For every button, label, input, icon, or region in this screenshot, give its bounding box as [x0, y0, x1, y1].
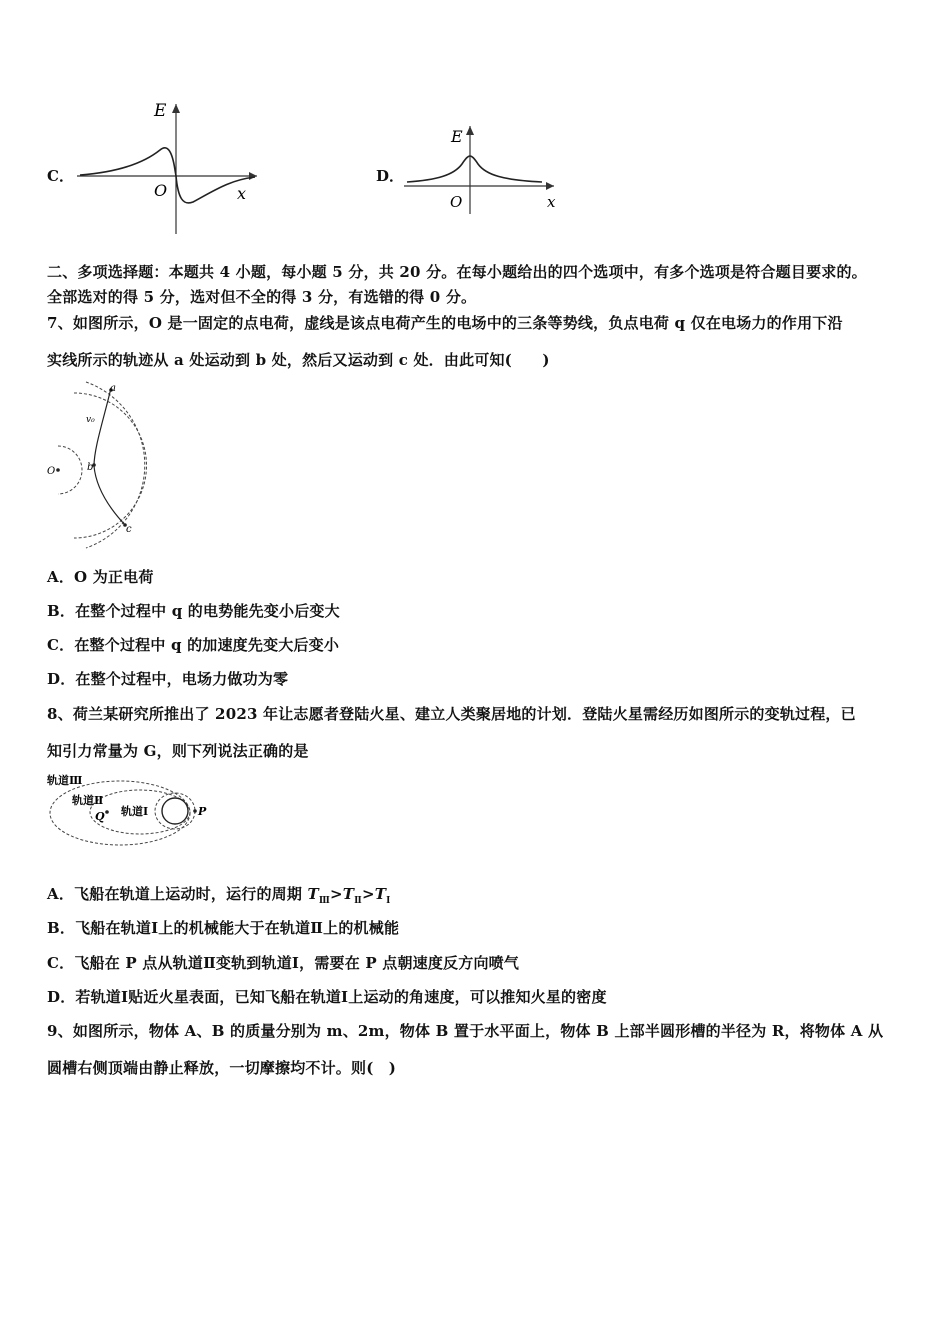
graph-c-x-axis-label: x — [237, 184, 247, 203]
q8-p-label: P — [198, 805, 207, 818]
q7-stem-line2: 实线所示的轨迹从 a 处运动到 b 处，然后又运动到 c 处．由此可知( ) — [47, 351, 550, 369]
q8-figure — [44, 770, 219, 860]
graph-d-x-axis-label: x — [547, 193, 556, 211]
q7-option-a: A．O 为正电荷 — [47, 568, 154, 586]
option-c-label: C． — [47, 167, 74, 185]
q8-option-c: C．飞船在 P 点从轨道Ⅱ变轨到轨道Ⅰ，需要在 P 点朝速度反方向喷气 — [47, 954, 520, 972]
graph-d-e-axis-label: E — [451, 127, 463, 146]
q8-orbit2-label: 轨道Ⅱ — [72, 794, 104, 807]
q7-option-c: C．在整个过程中 q 的加速度先变大后变小 — [47, 636, 340, 654]
q8-stem-line2: 知引力常量为 G，则下列说法正确的是 — [47, 742, 309, 760]
q7-b-label: b — [87, 462, 94, 473]
q7-a-label: a — [110, 383, 116, 394]
section2-line1: 二、多项选择题：本题共 4 小题，每小题 5 分，共 20 分。在每小题给出的四个选项中，有多个选项是符合题目要求的。 — [47, 263, 867, 281]
q7-c-label: c — [126, 524, 132, 535]
q8-stem-line1: 8、荷兰某研究所推出了 2023 年让志愿者登陆火星、建立人类聚居地的计划．登陆火星需经历如图所示的变轨过程，已 — [47, 705, 856, 723]
graph-c-e-axis-label: E — [154, 101, 167, 121]
q8-orbit1-label: 轨道Ⅰ — [121, 805, 149, 818]
q9-stem-line1: 9、如图所示，物体 A、B 的质量分别为 m、2m，物体 B 置于水平面上，物体 B 上部半圆形槽的半径为 R，将物体 A 从 — [47, 1022, 884, 1040]
q8-option-a-sub2: Ⅱ — [354, 896, 362, 906]
q7-o-label: O — [47, 466, 56, 477]
q8-option-a-gt1: > — [330, 885, 343, 903]
q8-option-a-sub1: Ⅰ — [386, 896, 391, 906]
q9-stem-line2: 圆槽右侧顶端由静止释放，一切摩擦均不计。则( ) — [47, 1059, 396, 1077]
section2-line2: 全部选对的得 5 分，选对但不全的得 3 分，有选错的得 0 分。 — [47, 288, 477, 306]
q8-option-a-t1: T — [374, 885, 387, 903]
q7-v-label: v₀ — [86, 415, 95, 425]
q8-option-a-prefix: A．飞船在轨道上运动时，运行的周期 — [47, 885, 308, 903]
q8-option-a-t3: T — [307, 885, 319, 903]
q8-option-a-t2: T — [342, 885, 355, 903]
q8-option-a — [47, 883, 391, 906]
q8-option-b: B．飞船在轨道Ⅰ上的机械能大于在轨道Ⅱ上的机械能 — [47, 919, 400, 937]
graph-c — [75, 98, 265, 238]
q7-option-b: B．在整个过程中 q 的电势能先变小后变大 — [47, 602, 340, 620]
q7-stem-line1: 7、如图所示，O 是一固定的点电荷，虚线是该点电荷产生的电场中的三条等势线，负点电荷 q 仅在电场力的作用下沿 — [47, 314, 843, 332]
q8-option-a-sub3: Ⅲ — [318, 896, 331, 906]
q7-figure — [44, 378, 154, 550]
q7-option-d: D．在整个过程中，电场力做功为零 — [47, 670, 289, 688]
q8-option-d: D．若轨道Ⅰ贴近火星表面，已知飞船在轨道Ⅰ上运动的角速度，可以推知火星的密度 — [47, 988, 607, 1006]
graph-d — [402, 120, 567, 220]
option-d-label: D． — [376, 167, 405, 185]
graph-c-origin-label: O — [154, 181, 168, 200]
q8-option-a-gt2: > — [361, 885, 375, 903]
q8-orbit3-label: 轨道Ⅲ — [47, 774, 83, 787]
q8-q-label: Q — [95, 810, 105, 823]
graph-d-origin-label: O — [450, 193, 463, 211]
